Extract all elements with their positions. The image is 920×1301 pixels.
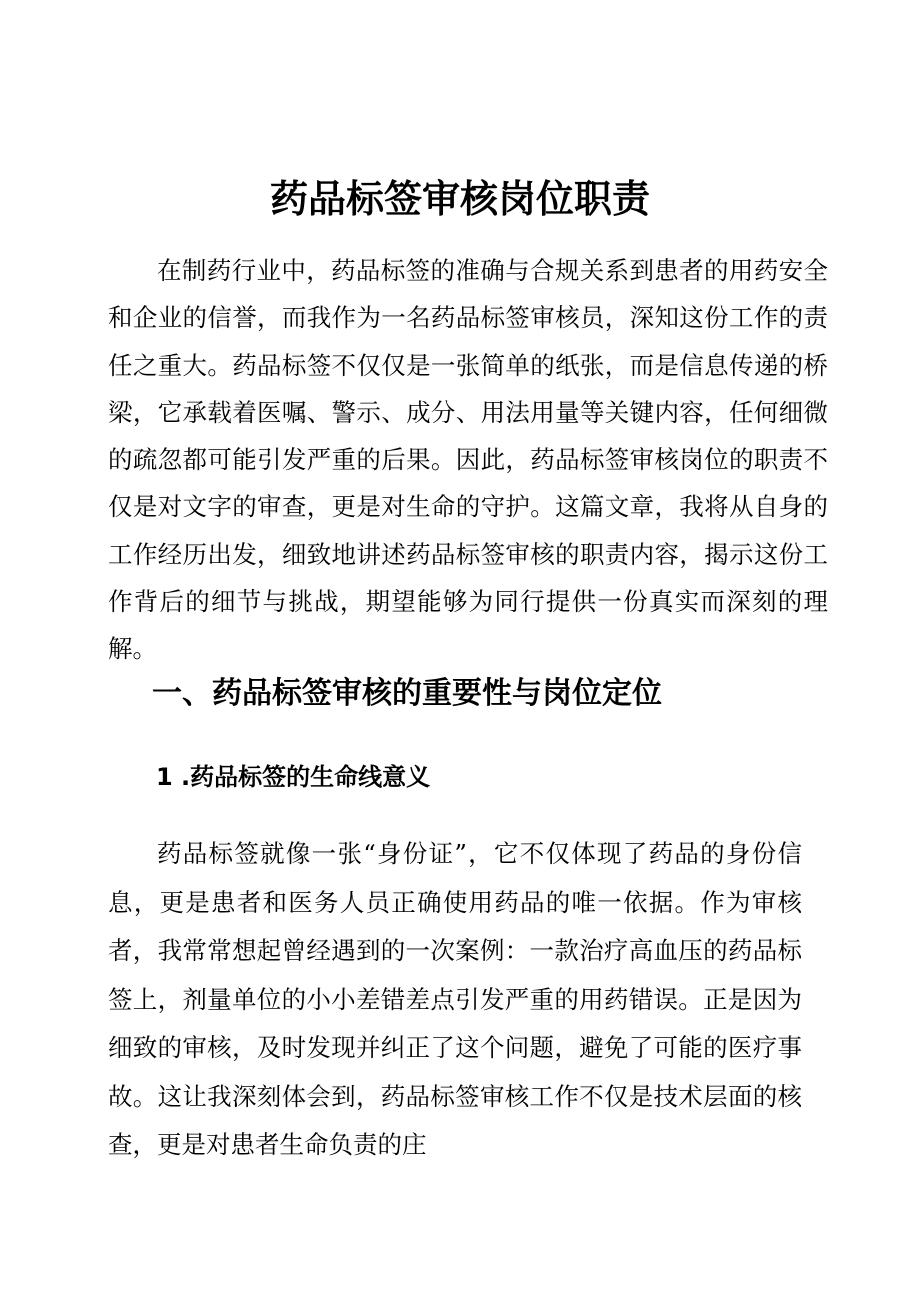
intro-paragraph: 在制药行业中，药品标签的准确与合规关系到患者的用药安全和企业的信誉，而我作为一名药品标签审核员，深知这份工作的责任之重大。药品标签不仅仅是一张简单的纸张，而是信息传递的桥梁，它承载着医嘱、警示、成分、用法用量等关键内容，任何细微的疏忽都可能引发严重的后果。因此，药品标签审核岗位的职责不仅是对文字的审查，更是对生命的守护。这篇文章，我将从自身的工作经历出发，细致地讲述药品标签审核的职责内容，揭示这份工作背后的细节与挑战，期望能够为同行提供一份真实而深刻的理解。: [108, 256, 828, 664]
document-title: 药品标签审核岗位职责: [269, 177, 650, 221]
subsection-1-1-paragraph: 药品标签就像一张“身份证”，它不仅体现了药品的身份信息，更是患者和医务人员正确使用药品的唯一依据。作为审核者，我常常想起曾经遇到的一次案例：一款治疗高血压的药品标签上，剂量单位的小小差错差点引发严重的用药错误。正是因为细致的审核，及时发现并纠正了这个问题，避免了可能的医疗事故。这让我深刻体会到，药品标签审核工作不仅是技术层面的核查，更是对患者生命负责的庄: [108, 839, 802, 1159]
section-1-heading: 一、药品标签审核的重要性与岗位定位: [152, 676, 662, 711]
subsection-1-1-heading: 1 .药品标签的生命线意义: [156, 763, 431, 791]
